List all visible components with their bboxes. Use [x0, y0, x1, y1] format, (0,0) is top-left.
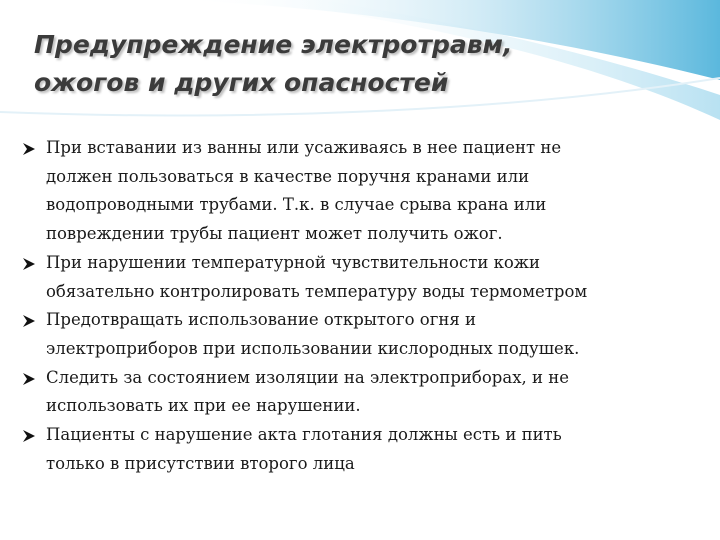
bullet-line: При вставании из ванны или усаживаясь в нее пациент не — [46, 138, 562, 157]
bullet-item — [22, 134, 702, 249]
bullet-item — [22, 421, 702, 478]
bullet-line: При нарушении температурной чувствительности кожи — [46, 252, 540, 272]
bullet-line: электроприборов при использовании кислородных подушек. — [46, 338, 580, 358]
bullet-line: только в присутствии второго лица — [46, 453, 355, 473]
arrowhead-bullet-icon — [22, 314, 36, 328]
bullet-line: Пациенты с нарушение акта глотания должны есть и пить — [46, 425, 562, 445]
arrowhead-bullet-icon — [22, 372, 36, 386]
bullet-line: водопроводными трубами. Т.к. в случае срыва крана или — [46, 195, 547, 215]
arrowhead-bullet-icon — [22, 429, 36, 443]
bullet-item — [22, 249, 702, 306]
bullet-item — [22, 364, 702, 421]
title-line-1: Предупреждение электротравм, — [34, 30, 513, 59]
bullet-line: Предотвращать использование открытого огня и — [46, 310, 477, 330]
bullet-list — [22, 134, 702, 478]
arrowhead-bullet-icon — [22, 142, 36, 156]
title-line-2: ожогов и других опасностей — [34, 68, 449, 97]
arrowhead-bullet-icon — [22, 257, 36, 271]
slide-title — [34, 26, 674, 102]
bullet-line: должен пользоваться в качестве поручня кранами или — [46, 166, 530, 186]
bullet-line: использовать их при ее нарушении. — [46, 396, 361, 416]
bullet-line: Следить за состоянием изоляции на электроприборах, и не — [46, 367, 569, 387]
bullet-line: повреждении трубы пациент может получить ожог. — [46, 224, 503, 244]
bullet-line: обязательно контролировать температуру воды термометром — [46, 281, 588, 301]
bullet-item — [22, 306, 702, 363]
